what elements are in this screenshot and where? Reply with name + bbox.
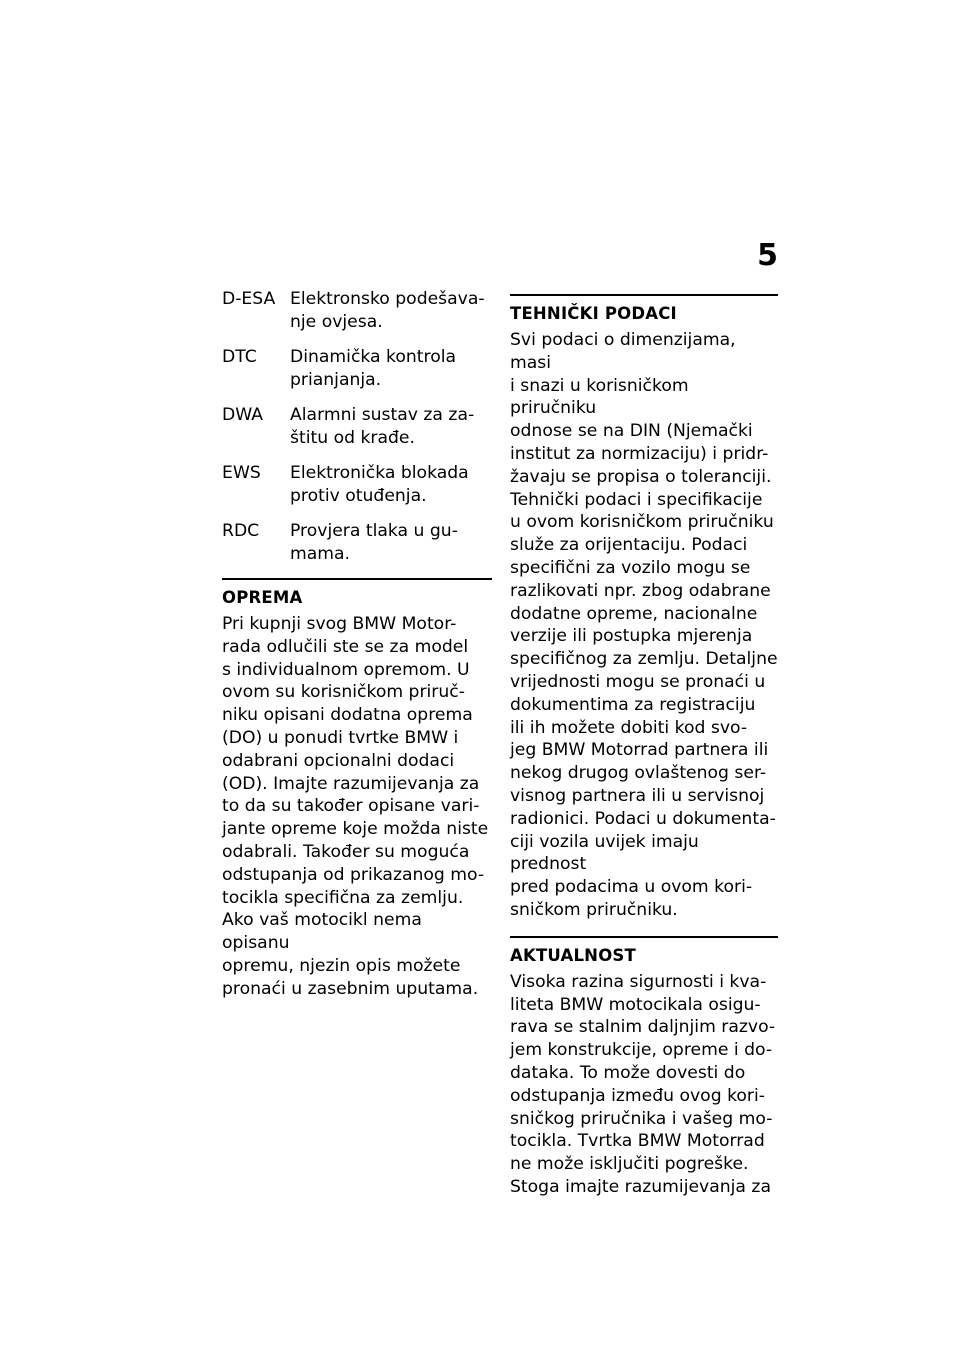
section-tehnicki-podaci [510, 294, 778, 922]
definition-line: štitu od krađe. [290, 428, 415, 448]
abbreviation-definition [290, 288, 492, 334]
abbreviation-item [222, 462, 492, 508]
abbreviation-definition [290, 404, 492, 450]
section-heading: TEHNIČKI PODACI [510, 304, 677, 323]
definition-line: Elektronsko podešava- [290, 289, 485, 309]
definition-line: Dinamička kontrola [290, 347, 457, 367]
abbreviation-definition [290, 346, 492, 392]
abbreviation-item [222, 520, 492, 566]
abbreviation-definition [290, 462, 492, 508]
definition-line: nje ovjesa. [290, 312, 383, 332]
abbreviation-list [222, 288, 492, 566]
page-number: 5 [757, 238, 778, 273]
abbreviation-definition [290, 520, 492, 566]
section-aktualnost [510, 936, 778, 1199]
definition-line: Provjera tlaka u gu- [290, 521, 458, 541]
definition-line: Alarmni sustav za za- [290, 405, 475, 425]
section-body: Visoka razina sigurnosti i kva- liteta BMW motocikala osigu- rava se stalnim daljnjim razvo- jem konstrukcije, opreme i do- dataka. To može dovesti do odstupanja između ovog kori- sničkog priručnika i vašeg mo- tocikla. Tvrtka BMW Motorrad ne može isključiti pogreške. Stoga imajte razumijevanja za [510, 971, 776, 1197]
abbreviation-term: D-ESA [222, 289, 276, 309]
right-column [510, 288, 778, 1199]
abbreviation-term: DWA [222, 405, 264, 425]
left-column [222, 288, 492, 1001]
section-divider [222, 578, 492, 580]
section-oprema [222, 578, 492, 1001]
definition-line: Elektronička blokada [290, 463, 469, 483]
section-divider [510, 936, 778, 938]
abbreviation-term: EWS [222, 463, 261, 483]
abbreviation-term: DTC [222, 347, 257, 367]
abbreviation-item [222, 288, 492, 334]
section-body: Svi podaci o dimenzijama, masi i snazi u korisničkom priručniku odnose se na DIN (Njemački institut za normizaciju) i pridr- žavaju se propisa o toleranciji. Tehnički podaci i specifikacije u ovom korisničkom priručniku služе za orijentaciju. Podaci specifični za vozilo mogu se razlikovati npr. zbog odabrane dodatne opreme, nacionalne verzije ili postupka mjerenja specifičnog za zemlju. Detaljne vrijednosti mogu se pronaći u dokumentima za registraciju ili ih možete dobiti kod svo- jeg BMW Motorrad partnera ili nekog drugog ovlaštenog ser- visnog partnera ili u servisnoj radionici. Podaci u dokumenta- ciji vozila uvijek imaju prednost pred podacima u ovom kori- sničkom priručniku. [510, 330, 778, 920]
section-body: Pri kupnji svog BMW Motor- rada odlučili ste se za model s individualnom opremom. U ovom su korisničkom priruč- niku opisani dodatna oprema (DO) u ponudi tvrtke BMW i odabrani opcionalni dodaci (OD). Imajte razumijevanja za to da su također opisane vari- jante opreme koje možda niste odabrali. Također su moguća odstupanja od prikazanog mo- tocikla specifična za zemlju. Ako vaš motocikl nema opisanu opremu, njezin opis možete pronaći u zasebnim uputama. [222, 614, 489, 999]
abbreviation-term: RDC [222, 521, 260, 541]
definition-line: protiv otuđenja. [290, 486, 427, 506]
section-heading: OPREMA [222, 588, 303, 607]
abbreviation-item [222, 404, 492, 450]
definition-line: mama. [290, 544, 351, 564]
section-heading: AKTUALNOST [510, 945, 636, 965]
definition-line: prianjanja. [290, 370, 382, 390]
abbreviation-item [222, 346, 492, 392]
section-divider [510, 294, 778, 296]
